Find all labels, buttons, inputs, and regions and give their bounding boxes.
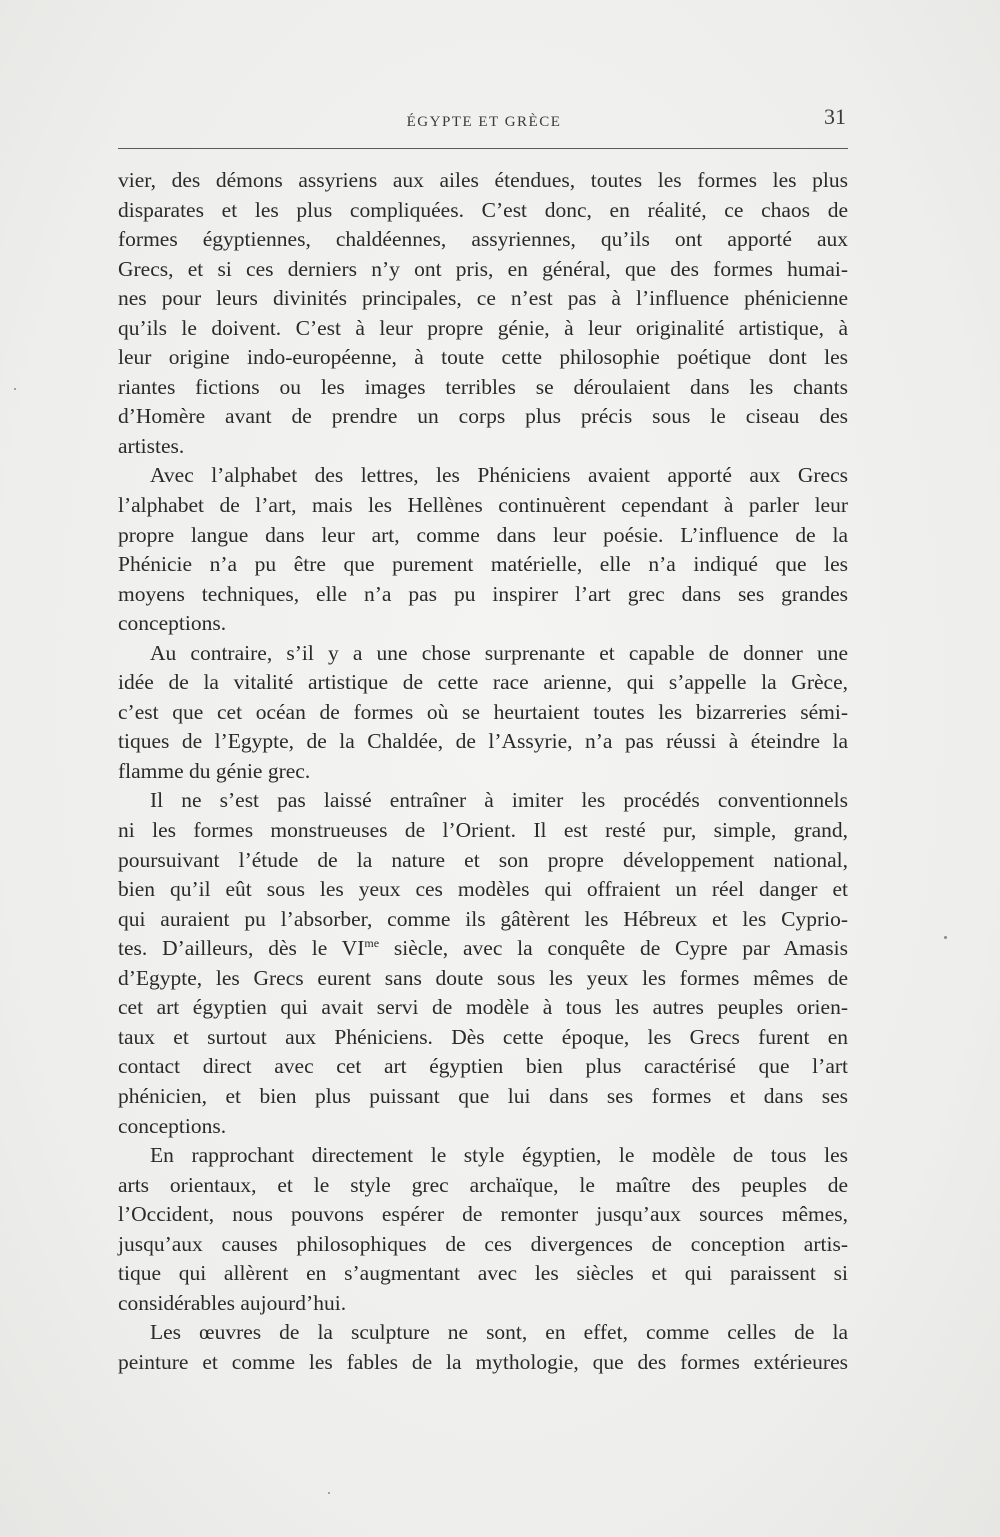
paper-speck: [944, 936, 947, 939]
text-line: l’alphabet de l’art, mais les Hellènes continuèrent cependant à parler leur: [118, 493, 848, 518]
text-line: arts orientaux, et le style grec archaïque, le maître des peuples de: [118, 1172, 848, 1197]
paper-speck: [328, 1492, 330, 1494]
text-line: En rapprochant directement le style égyptien, le modèle de tous les: [150, 1143, 848, 1168]
text-line: flamme du génie grec.: [118, 758, 311, 783]
text-line: taux et surtout aux Phéniciens. Dès cette époque, les Grecs furent en: [118, 1024, 848, 1049]
text-line: propre langue dans leur art, comme dans leur poésie. L’influence de la: [118, 522, 848, 547]
text-line: qui auraient pu l’absorber, comme ils gâtèrent les Hébreux et les Cyprio-: [118, 906, 848, 931]
text-line: riantes fictions ou les images terribles se déroulaient dans les chants: [118, 374, 848, 399]
text-line: tique qui allèrent en s’augmentant avec les siècles et qui paraissent si: [118, 1261, 848, 1286]
running-head: [118, 100, 850, 140]
text-line: Il ne s’est pas laissé entraîner à imiter les procédés conventionnels: [150, 788, 848, 813]
text-line: conceptions.: [118, 1113, 227, 1138]
text-line: artistes.: [118, 433, 185, 458]
text-line-with-superscript: [118, 934, 848, 964]
text-line: ni les formes monstrueuses de l’Orient. Il est resté pur, simple, grand,: [118, 818, 848, 843]
text-line: vier, des démons assyriens aux ailes étendues, toutes les formes les plus: [118, 168, 848, 192]
text-line: d’Egypte, les Grecs eurent sans doute sous les yeux les formes mêmes de: [118, 965, 848, 990]
header-rule: [118, 148, 848, 149]
text-line: d’Homère avant de prendre un corps plus précis sous le ciseau des: [118, 404, 848, 429]
text-line: contact direct avec cet art égyptien bien plus caractérisé que l’art: [118, 1054, 848, 1079]
text-line: tiques de l’Egypte, de la Chaldée, de l’Assyrie, n’a pas réussi à éteindre la: [118, 729, 848, 754]
text-line: considérables aujourd’hui.: [118, 1290, 347, 1315]
text-line: nes pour leurs divinités principales, ce n’est pas à l’influence phénicienne: [118, 286, 848, 311]
body-text: [118, 166, 848, 1377]
text-line: conceptions.: [118, 611, 227, 636]
text-line: idée de la vitalité artistique de cette race arienne, qui s’appelle la Grèce,: [118, 670, 848, 695]
text-line: Les œuvres de la sculpture ne sont, en effet, comme celles de la: [150, 1320, 848, 1345]
running-title: ÉGYPTE ET GRÈCE: [406, 114, 562, 130]
text-line: Au contraire, s’il y a une chose surprenante et capable de donner une: [150, 640, 848, 665]
text-line: Avec l’alphabet des lettres, les Phéniciens avaient apporté aux Grecs: [150, 463, 848, 488]
text-line: bien qu’il eût sous les yeux ces modèles qui offraient un réel danger et: [118, 877, 848, 902]
text-line: cet art égyptien qui avait servi de modèle à tous les autres peuples orien-: [118, 995, 848, 1020]
text-line: jusqu’aux causes philosophiques de ces divergences de conception artis-: [118, 1231, 848, 1256]
text-line: c’est que cet océan de formes où se heurtaient toutes les bizarreries sémi-: [118, 699, 848, 724]
text-line: Phénicie n’a pu être que purement matérielle, elle n’a indiqué que les: [118, 552, 848, 577]
text-line: Grecs, et si ces derniers n’y ont pris, en général, que des formes humai-: [118, 256, 848, 281]
text-fragment: siècle, avec la conquête de Cypre par Amasis: [379, 936, 848, 961]
text-line: l’Occident, nous pouvons espérer de remonter jusqu’aux sources mêmes,: [118, 1202, 848, 1227]
text-line: moyens techniques, elle n’a pas pu inspirer l’art grec dans ses grandes: [118, 581, 848, 606]
text-line: poursuivant l’étude de la nature et son propre développement national,: [118, 847, 848, 872]
text-line: peinture et comme les fables de la mythologie, que des formes extérieures: [118, 1349, 848, 1374]
text-line: qu’ils le doivent. C’est à leur propre génie, à leur originalité artistique, à: [118, 315, 848, 340]
text-line: formes égyptiennes, chaldéennes, assyriennes, qu’ils ont apporté aux: [118, 227, 848, 252]
superscript: me: [364, 936, 380, 951]
text-fragment: tes. D’ailleurs, dès le VI: [118, 936, 365, 961]
text-line: phénicien, et bien plus puissant que lui dans ses formes et dans ses: [118, 1083, 848, 1108]
page-number: 31: [824, 104, 846, 129]
text-line: leur origine indo-européenne, à toute cette philosophie poétique dont les: [118, 345, 848, 370]
text-line: disparates et les plus compliquées. C’est donc, en réalité, ce chaos de: [118, 197, 848, 222]
paper-speck: [14, 388, 16, 390]
